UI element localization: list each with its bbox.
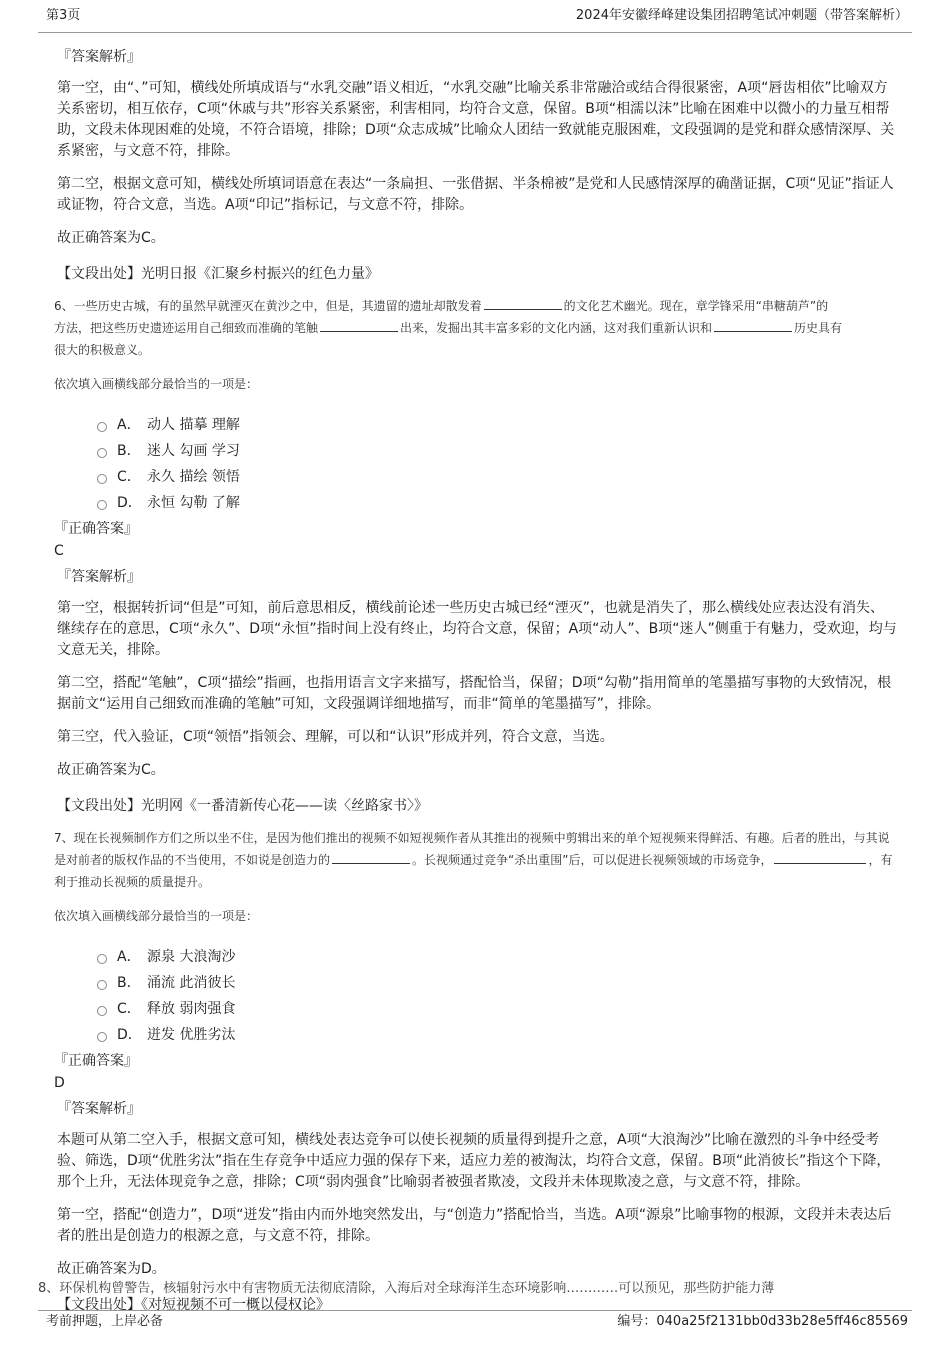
- q6-correct-label: 『正确答案』: [54, 521, 138, 537]
- q7-option-a[interactable]: A． 源泉 大浪淘沙: [97, 944, 897, 970]
- q7-question-text: 7、现在长视频制作方们之所以坐不住，是因为他们推出的视频不如短视频作者从其推出的视频中剪辑出来的单个短视频来得鲜活、有趣。后者的胜出，与其说是对前者的版权作品的不当使用，不如说是创造力的 。长视频通过竞争“杀出重围”后，可以促进长视频领域的市场竞争， ，有利于推动长视频的质量提升。: [54, 831, 893, 889]
- q7-option-c[interactable]: C． 释放 弱肉强食: [97, 996, 897, 1022]
- page-footer: [38, 1310, 912, 1337]
- q7-correct-answer: D: [54, 1075, 65, 1091]
- q7-source: 【文段出处】《对短视频不可一概以侵权论》: [57, 1297, 330, 1313]
- q6-prompt: 依次填入画横线部分最恰当的一项是：: [54, 377, 259, 391]
- q6-blank-2: [320, 319, 398, 332]
- q8-cutoff-text: 8、环保机构曾警告，核辐射污水中有害物质无法彻底清除，入海后对全球海洋生态环境影响…………可以预见，那些防护能力薄: [38, 1281, 775, 1296]
- q6-options: [97, 412, 897, 516]
- radio-icon[interactable]: [97, 954, 107, 964]
- q7-analysis-para-2: 第一空，搭配“创造力”，D项“迸发”指由内而外地突然发出，与“创造力”搭配恰当，当选。A项“源泉”比喻事物的根源，文段并未表达后者的胜出是创造力的根源之意，与文意不符，排除。: [57, 1207, 892, 1244]
- q5-analysis-label: 『答案解析』: [57, 49, 141, 65]
- radio-icon[interactable]: [97, 448, 107, 458]
- document-title: 2024年安徽绎峰建设集团招聘笔试冲刺题（带答案解析）: [575, 8, 908, 23]
- q6-option-b[interactable]: B． 迷人 勾画 学习: [97, 438, 897, 464]
- q6-option-c[interactable]: C． 永久 描绘 领悟: [97, 464, 897, 490]
- q6-blank-3: [714, 319, 792, 332]
- page-header: [38, 0, 912, 33]
- q6-correct-answer: C: [54, 543, 64, 559]
- q6-blank-1: [484, 297, 562, 310]
- q6-question-text: 6、一些历史古城，有的虽然早就湮灭在黄沙之中，但是，其遗留的遗址却散发着 的文化艺术幽光。现在，章学锋采用“串糖葫芦”的 方法，把这些历史遗迹运用自己细致而准确的笔触 出来，发掘出其丰富多彩的文化内涵，这对我们重新认识和 历史具有 很大的积极意义。: [54, 299, 843, 357]
- q6-analysis-label: 『答案解析』: [57, 569, 141, 585]
- q6-source: 【文段出处】光明网《一番清新传心花——读〈丝路家书〉》: [57, 798, 428, 814]
- document-body: [54, 42, 897, 1326]
- q5-analysis-para-2: 第二空，根据文意可知，横线处所填词语意在表达“一条扁担、一张借据、半条棉被”是党和人民感情深厚的确凿证据，C项“见证”指证人或证物，符合文意，当选。A项“印记”指标记，与文意不符，排除。: [57, 176, 894, 213]
- q7-options: [97, 944, 897, 1048]
- q7-analysis-label: 『答案解析』: [57, 1101, 141, 1117]
- q7-analysis-para-1: 本题可从第二空入手，根据文意可知，横线处表达竞争可以使长视频的质量得到提升之意，A项“大浪淘沙”比喻在激烈的斗争中经受考验、筛选，D项“优胜劣汰”指在生存竞争中适应力强的保存下来，适应力差的被淘汰，均符合文意，保留。B项“此消彼长”指这个下降，那个上升，无法体现竞争之意，排除；C项“弱肉强食”比喻弱者被强者欺凌，文段并未体现欺凌之意，与文意不符，排除。: [57, 1132, 891, 1190]
- radio-icon[interactable]: [97, 1032, 107, 1042]
- footer-slogan: 考前押题，上岸必备: [46, 1314, 164, 1329]
- radio-icon[interactable]: [97, 422, 107, 432]
- q7-correct-label: 『正确答案』: [54, 1053, 138, 1069]
- q7-prompt: 依次填入画横线部分最恰当的一项是：: [54, 909, 259, 923]
- radio-icon[interactable]: [97, 1006, 107, 1016]
- q7-option-d[interactable]: D． 迸发 优胜劣汰: [97, 1022, 897, 1048]
- q7-blank-2: [774, 851, 866, 864]
- q6-option-a[interactable]: A． 动人 描摹 理解: [97, 412, 897, 438]
- document-id: 编号：040a25f2131bb0d33b28e5ff46c85569: [617, 1314, 908, 1329]
- q6-answer-conclusion: 故正确答案为C。: [57, 762, 165, 778]
- q7-blank-1: [332, 851, 410, 864]
- q6-analysis-para-2: 第二空，搭配“笔触”，C项“描绘”指画，也指用语言文字来描写，搭配恰当，保留；D项“勾勒”指用简单的笔墨描写事物的大致情况，根据前文“运用自己细致而准确的笔触”可知，文段强调详细地描写，而非“简单的笔墨描写”，排除。: [57, 675, 892, 712]
- q6-option-d[interactable]: D． 永恒 勾勒 了解: [97, 490, 897, 516]
- radio-icon[interactable]: [97, 980, 107, 990]
- q6-analysis-para-3: 第三空，代入验证，C项“领悟”指领会、理解，可以和“认识”形成并列，符合文意，当选。: [57, 729, 614, 745]
- page-number: 第3页: [46, 8, 81, 23]
- q5-source: 【文段出处】光明日报《汇聚乡村振兴的红色力量》: [57, 266, 379, 282]
- q6-analysis-para-1: 第一空，根据转折词“但是”可知，前后意思相反，横线前论述一些历史古城已经“湮灭”，也就是消失了，那么横线处应表达没有消失、继续存在的意思，C项“永久”、D项“永恒”指时间上没有终止，均符合文意，保留；A项“动人”、B项“迷人”侧重于有魅力，受欢迎，均与文意无关，排除。: [57, 600, 897, 658]
- radio-icon[interactable]: [97, 474, 107, 484]
- q7-option-b[interactable]: B． 涌流 此消彼长: [97, 970, 897, 996]
- radio-icon[interactable]: [97, 500, 107, 510]
- q7-answer-conclusion: 故正确答案为D。: [57, 1261, 166, 1277]
- q5-analysis-para-1: 第一空，由“、”可知，横线处所填成语与“水乳交融”语义相近，“水乳交融”比喻关系非常融洽或结合得很紧密，A项“唇齿相依”比喻双方关系密切，相互依存，C项“休戚与共”形容关系紧密，利害相同，均符合文意，保留。B项“相濡以沫”比喻在困难中以微小的力量互相帮助，文段未体现困难的处境，不符合语境，排除；D项“众志成城”比喻众人团结一致就能克服困难，文段强调的是党和群众感情深厚、关系紧密，与文意不符，排除。: [57, 80, 895, 159]
- q5-answer-conclusion: 故正确答案为C。: [57, 230, 165, 246]
